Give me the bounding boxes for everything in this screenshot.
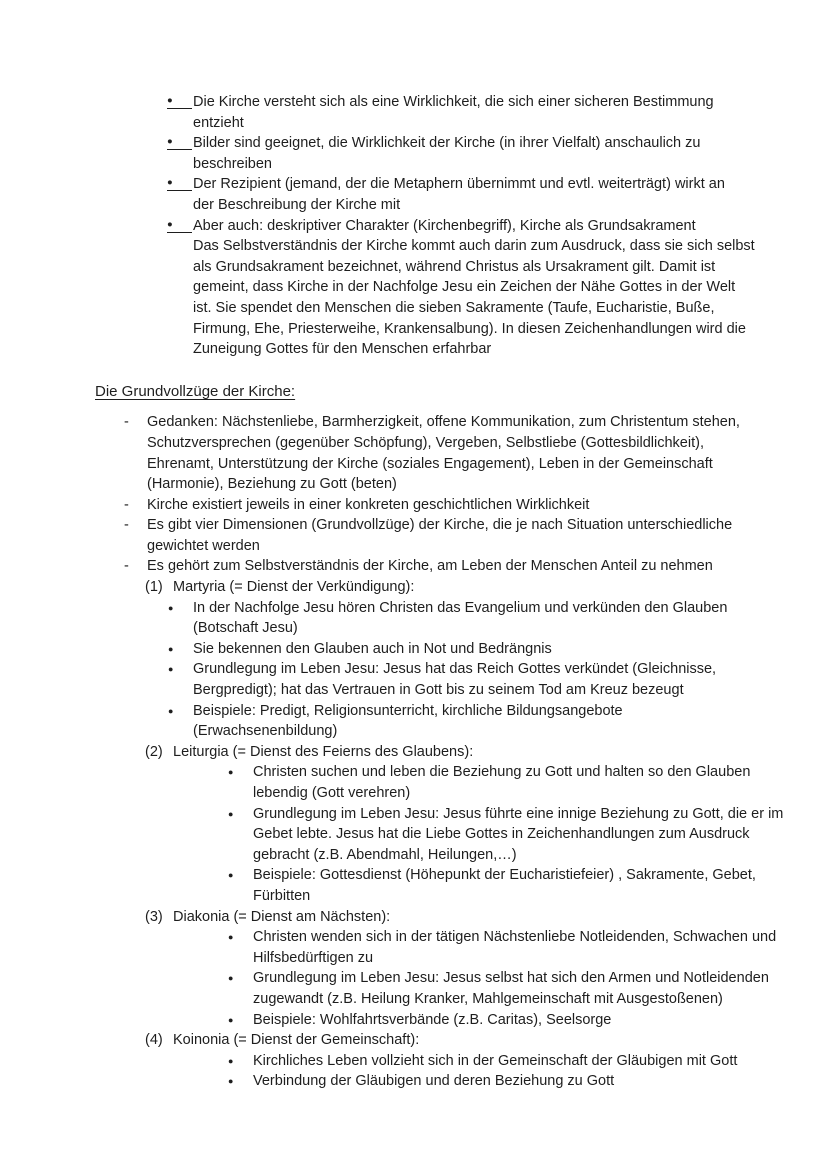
bullet-icon: ● bbox=[167, 218, 173, 230]
text-line: Verbindung der Gläubigen und deren Beziehung zu Gott bbox=[253, 1073, 615, 1090]
number-marker: (4) bbox=[145, 1032, 163, 1049]
text-line: (Botschaft Jesu) bbox=[193, 620, 298, 637]
list-item bbox=[168, 659, 828, 700]
list-item bbox=[168, 701, 828, 742]
text-line: entzieht bbox=[193, 114, 244, 131]
bullet-icon: ● bbox=[167, 95, 173, 106]
continuation-paragraph bbox=[193, 236, 828, 360]
list-item bbox=[168, 639, 828, 660]
list-item bbox=[167, 133, 828, 174]
bullet-icon: ● bbox=[228, 1076, 234, 1087]
text-line: Es gibt vier Dimensionen (Grundvollzüge) der Kirche, die je nach Situation unterschiedliche bbox=[147, 517, 733, 534]
text-line: (Harmonie), Beziehung zu Gott (beten) bbox=[147, 476, 397, 493]
dash-marker: - bbox=[124, 558, 129, 575]
bullet-icon: ● bbox=[228, 973, 234, 984]
list-item bbox=[228, 1010, 828, 1031]
bullet-icon: ● bbox=[228, 932, 234, 943]
text-line: Firmung, Ehe, Priesterweihe, Krankensalbung). In diesen Zeichenhandlungen wird die bbox=[193, 320, 746, 337]
text-line: Gedanken: Nächstenliebe, Barmherzigkeit, offene Kommunikation, zum Christentum stehen, bbox=[147, 414, 740, 431]
bullet-tab-marker bbox=[167, 176, 192, 191]
text-line: Beispiele: Wohlfahrtsverbände (z.B. Caritas), Seelsorge bbox=[253, 1011, 612, 1028]
text-line: Kirchliches Leben vollzieht sich in der Gemeinschaft der Gläubigen mit Gott bbox=[253, 1052, 738, 1069]
number-marker: (1) bbox=[145, 579, 163, 596]
intro-bullet-list bbox=[0, 92, 828, 360]
text-line: Der Rezipient (jemand, der die Metaphern übernimmt und evtl. weiterträgt) wirkt an bbox=[193, 176, 725, 193]
dash-marker: - bbox=[124, 496, 129, 513]
text-line: gebracht (z.B. Abendmahl, Heilungen,…) bbox=[253, 846, 517, 863]
list-item bbox=[168, 598, 828, 639]
bullet-icon: ● bbox=[228, 1014, 234, 1025]
number-marker: (3) bbox=[145, 908, 163, 925]
list-item bbox=[228, 1071, 828, 1092]
text-line: Ehrenamt, Unterstützung der Kirche (soziales Engagement), Leben in der Gemeinschaft bbox=[147, 455, 713, 472]
list-item bbox=[167, 216, 828, 237]
text-line: Beispiele: Gottesdienst (Höhepunkt der Eucharistiefeier) , Sakramente, Gebet, bbox=[253, 867, 756, 884]
bullet-icon: ● bbox=[168, 602, 174, 613]
bullet-icon: ● bbox=[168, 643, 174, 654]
bullet-icon: ● bbox=[167, 136, 173, 148]
text-line: Gebet lebte. Jesus hat die Liebe Gottes in Zeichenhandlungen zum Ausdruck bbox=[253, 826, 750, 843]
dash-marker: - bbox=[124, 414, 129, 431]
bullet-icon: ● bbox=[168, 664, 174, 675]
text-line: Es gehört zum Selbstverständnis der Kirche, am Leben der Menschen Anteil zu nehmen bbox=[147, 558, 713, 575]
text-line: der Beschreibung der Kirche mit bbox=[193, 196, 401, 213]
section-heading: Die Grundvollzüge der Kirche: bbox=[95, 382, 296, 400]
bullet-tab-marker bbox=[167, 135, 192, 150]
list-item bbox=[228, 968, 828, 1009]
dash-list bbox=[0, 412, 828, 1092]
text-line: gewichtet werden bbox=[147, 537, 260, 554]
text-line: Hilfsbedürftigen zu bbox=[253, 949, 374, 966]
list-item bbox=[228, 1051, 828, 1072]
numbered-section-martyria bbox=[145, 577, 828, 598]
bullet-icon: ● bbox=[228, 808, 234, 819]
text-line: zugewandt (z.B. Heilung Kranker, Mahlgemeinschaft mit Ausgestoßenen) bbox=[253, 990, 723, 1007]
section-title: Martyria (= Dienst der Verkündigung): bbox=[173, 579, 415, 596]
bullet-icon: ● bbox=[228, 1055, 234, 1066]
text-line: Grundlegung im Leben Jesu: Jesus selbst hat sich den Armen und Notleidenden bbox=[253, 970, 769, 987]
list-item bbox=[228, 804, 828, 866]
numbered-section-leiturgia bbox=[145, 742, 828, 763]
dash-marker: - bbox=[124, 517, 129, 534]
bullet-icon: ● bbox=[168, 705, 174, 716]
bullet-icon: ● bbox=[228, 767, 234, 778]
text-line: Beispiele: Predigt, Religionsunterricht, kirchliche Bildungsangebote bbox=[193, 702, 623, 719]
text-line: Fürbitten bbox=[253, 887, 311, 904]
text-line: (Erwachsenenbildung) bbox=[193, 723, 338, 740]
numbered-section-koinonia bbox=[145, 1030, 828, 1051]
text-line: ist. Sie spendet den Menschen die sieben Sakramente (Taufe, Eucharistie, Buße, bbox=[193, 299, 715, 316]
text-line: als Grundsakrament bezeichnet, während Christus als Ursakrament gilt. Damit ist bbox=[193, 258, 716, 275]
section-title: Diakonia (= Dienst am Nächsten): bbox=[173, 908, 391, 925]
list-item bbox=[228, 865, 828, 906]
text-line: Schutzversprechen (gegenüber Schöpfung), Vergeben, Selbstliebe (Gottesbildlichkeit), bbox=[147, 434, 704, 451]
text-line: Die Kirche versteht sich als eine Wirklichkeit, die sich einer sicheren Bestimmung bbox=[193, 94, 714, 110]
text-line: lebendig (Gott verehren) bbox=[253, 785, 411, 801]
bullet-icon: ● bbox=[167, 177, 173, 189]
text-line: gemeint, dass Kirche in der Nachfolge Jesu ein Zeichen der Nähe Gottes in der Welt bbox=[193, 279, 736, 296]
list-item bbox=[167, 174, 828, 215]
list-item bbox=[124, 515, 828, 556]
section-title: Koinonia (= Dienst der Gemeinschaft): bbox=[173, 1032, 420, 1049]
text-line: Kirche existiert jeweils in einer konkreten geschichtlichen Wirklichkeit bbox=[147, 496, 590, 513]
section-title: Leiturgia (= Dienst des Feierns des Glaubens): bbox=[173, 743, 474, 760]
list-item bbox=[124, 412, 828, 494]
list-item bbox=[228, 762, 828, 803]
bullet-icon: ● bbox=[228, 870, 234, 881]
list-item bbox=[167, 92, 828, 133]
text-line: Aber auch: deskriptiver Charakter (Kirchenbegriff), Kirche als Grundsakrament bbox=[193, 217, 696, 234]
bullet-tab-marker bbox=[167, 94, 192, 109]
text-line: beschreiben bbox=[193, 155, 272, 172]
text-line: Das Selbstverständnis der Kirche kommt auch darin zum Ausdruck, dass sie sich selbst bbox=[193, 238, 755, 255]
numbered-section-diakonia bbox=[145, 907, 828, 928]
text-line: Grundlegung im Leben Jesu: Jesus führte eine innige Beziehung zu Gott, die er im bbox=[253, 805, 784, 822]
text-line: Christen wenden sich in der tätigen Nächstenliebe Notleidenden, Schwachen und bbox=[253, 929, 777, 946]
text-line: Christen suchen und leben die Beziehung zu Gott und halten so den Glauben bbox=[253, 764, 751, 781]
bullet-tab-marker bbox=[167, 218, 192, 233]
text-line: Zuneigung Gottes für den Menschen erfahrbar bbox=[193, 341, 492, 358]
list-item bbox=[228, 927, 828, 968]
text-line: Bilder sind geeignet, die Wirklichkeit der Kirche (in ihrer Vielfalt) anschaulich zu bbox=[193, 135, 701, 152]
list-item bbox=[124, 495, 828, 516]
text-line: Bergpredigt); hat das Vertrauen in Gott bis zu seinem Tod am Kreuz bezeugt bbox=[193, 682, 684, 699]
text-line: Grundlegung im Leben Jesu: Jesus hat das Reich Gottes verkündet (Gleichnisse, bbox=[193, 661, 717, 678]
text-line: Sie bekennen den Glauben auch in Not und Bedrängnis bbox=[193, 640, 552, 657]
text-line: In der Nachfolge Jesu hören Christen das Evangelium und verkünden den Glauben bbox=[193, 599, 728, 616]
number-marker: (2) bbox=[145, 743, 163, 760]
list-item bbox=[124, 556, 828, 577]
